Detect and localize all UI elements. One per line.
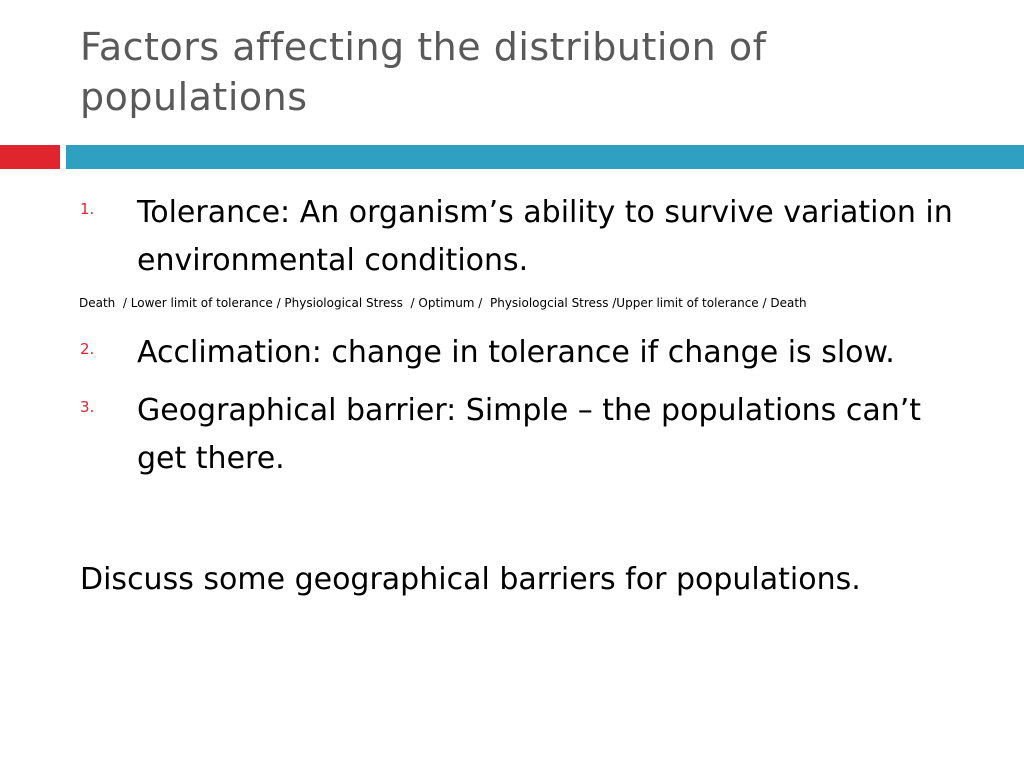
title-accent-bar-red xyxy=(0,145,60,169)
title-accent-bar-blue xyxy=(66,145,1024,169)
list-item-text: Tolerance: An organism’s ability to survive variation in environmental conditions. xyxy=(137,195,953,278)
list-item-text: Geographical barrier: Simple – the populations can’t get there. xyxy=(137,393,922,476)
list-item-number: 3. xyxy=(80,398,95,416)
list-item-number: 1. xyxy=(80,200,95,218)
slide-title: Factors affecting the distribution of populations xyxy=(80,25,767,119)
discussion-prompt: Discuss some geographical barriers for populations. xyxy=(80,562,861,597)
list-item-text: Acclimation: change in tolerance if change is slow. xyxy=(137,335,895,370)
tolerance-range-line: Death / Lower limit of tolerance / Physiological Stress / Optimum / Physiologcial Stress /Upper limit of tolerance / Death xyxy=(79,296,807,310)
list-item-number: 2. xyxy=(80,340,95,358)
